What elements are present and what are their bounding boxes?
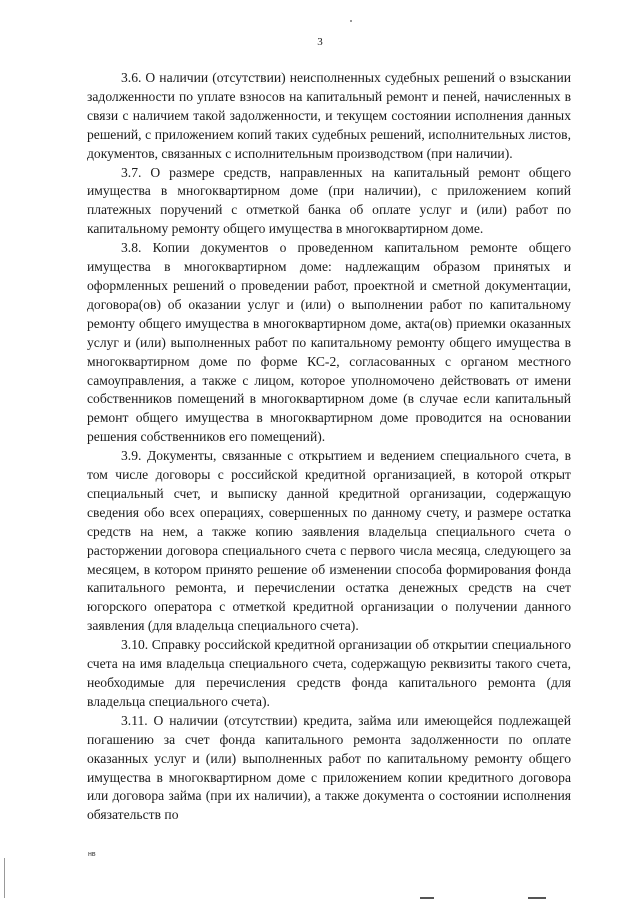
paragraph-3-6: 3.6. О наличии (отсутствии) неисполненных судебных решений о взыскании задолженности по уплате взносов на капитальный ремонт и пеней, начисленных в связи с наличием такой задолженности, и текущем состоянии исполнения данных решений, с приложением копий таких судебных решений, исполнительных листов, документов, связанных с исполнительным производством (при наличии). xyxy=(87,70,571,161)
scan-edge-line xyxy=(4,858,5,898)
scan-bottom-mark-left xyxy=(420,897,434,899)
scan-bottom-mark-right xyxy=(528,897,546,899)
paragraph-3-8: 3.8. Копии документов о проведенном капитальном ремонте общего имущества в многоквартирном доме: надлежащим образом принятых и оформленных решений о проведении работ, проектной и сметной документации, договора(ов) об оказании услуг и (или) о выполнении работ по капитальному ремонту общего имущества в многоквартирном доме, акта(ов) приемки оказанных услуг и (или) выполненных работ по капитальному ремонту общего имущества в многоквартирном доме по форме КС-2, согласованных с органом местного самоуправления, а также с лицом, которое уполномочено действовать от имени собственников помещений в многоквартирном доме (в случае если капитальный ремонт общего имущества в многоквартирном доме проводится на основании решения собственников его помещений). xyxy=(87,240,571,445)
scan-speck xyxy=(350,20,352,22)
document-body xyxy=(87,69,571,825)
page-number: 3 xyxy=(317,36,323,48)
paragraph-3-11: 3.11. О наличии (отсутствии) кредита, займа или имеющейся подлежащей погашению за счет фонда капитального ремонта задолженности по оплате оказанных услуг и (или) выполненных работ по капитальному ремонту общего имущества в многоквартирном доме с приложением копии кредитного договора или договора займа (при их наличии), а также документа о состоянии исполнения обязательств по xyxy=(87,712,571,823)
paragraph-3-9: 3.9. Документы, связанные с открытием и ведением специального счета, в том числе договоры с российской кредитной организацией, в которой открыт специальный счет, и выписку данной кредитной организации, содержащую сведения обо всех операциях, совершенных по данному счету, и размере остатка средств на нем, а также копию заявления владельца специального счета о расторжении договора специального счета с первого числа месяца, следующего за месяцем, в котором принято решение об изменении способа формирования фонда капитального ремонта, и перечислении остатка денежных средств на счет югорского оператора с отметкой кредитной организации о получении данного заявления (для владельца специального счета). xyxy=(87,448,571,634)
paragraph-3-10: 3.10. Справку российской кредитной организации об открытии специального счета на имя владельца специального счета, содержащую реквизиты такого счета, необходимые для перечисления средств фонда капитального ремонта (для владельца специального счета). xyxy=(87,637,571,709)
paragraph-3-7: 3.7. О размере средств, направленных на капитальный ремонт общего имущества в многоквартирном доме (при наличии), с приложением копий платежных поручений с отметкой банка об оплате услуг и (или) работ по капитальному ремонту общего имущества в многоквартирном доме. xyxy=(87,164,571,237)
footer-initials: нв xyxy=(88,851,96,858)
